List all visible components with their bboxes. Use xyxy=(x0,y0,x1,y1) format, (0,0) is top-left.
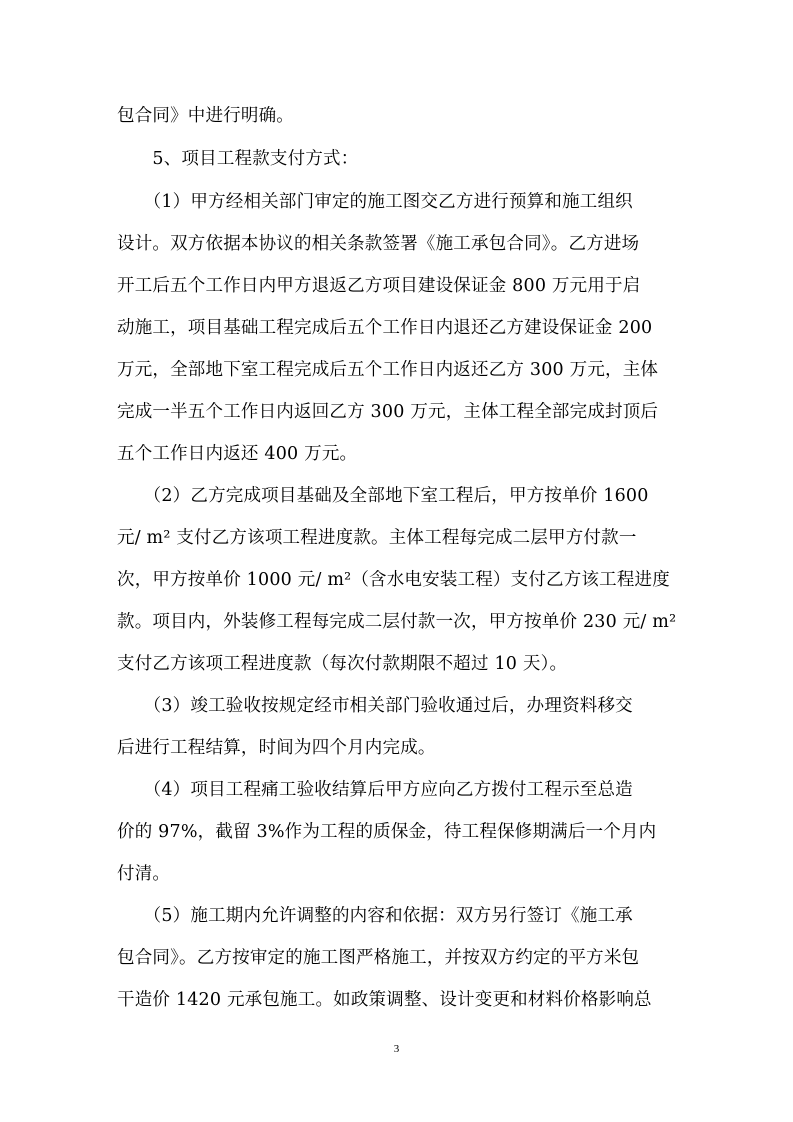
text-line: 次，甲方按单价 1000 元/ m²（含水电安装工程）支付乙方该工程进度 xyxy=(117,570,670,590)
text-line: 价的 97%，截留 3%作为工程的质保金，待工程保修期满后一个月内 xyxy=(117,822,657,842)
text-line: （1）甲方经相关部门审定的施工图交乙方进行预算和施工组织 xyxy=(117,192,633,212)
text-line: 五个工作日内返还 400 万元。 xyxy=(117,444,358,464)
text-line: 5、项目工程款支付方式： xyxy=(117,149,359,169)
page-number: 3 xyxy=(393,1043,400,1055)
text-line: （2）乙方完成项目基础及全部地下室工程后，甲方按单价 1600 xyxy=(117,486,649,506)
text-line: 后进行工程结算，时间为四个月内完成。 xyxy=(117,738,436,758)
text-line: （3）竣工验收按规定经市相关部门验收通过后，办理资料移交 xyxy=(117,696,633,716)
text-line: 开工后五个工作日内甲方退返乙方项目建设保证金 800 万元用于启 xyxy=(117,276,641,296)
text-line: （4）项目工程痛工验收结算后甲方应向乙方拨付工程示至总造 xyxy=(117,780,633,800)
text-line: 完成一半五个工作日内返回乙方 300 万元，主体工程全部完成封顶后 xyxy=(117,402,659,422)
text-line: 万元，全部地下室工程完成后五个工作日内返还乙方 300 万元，主体 xyxy=(117,360,659,380)
text-line: （5）施工期内允许调整的内容和依据：双方另行签订《施工承 xyxy=(117,906,633,926)
text-line: 包合同》中进行明确。 xyxy=(117,106,294,126)
text-line: 元/ m² 支付乙方该项工程进度款。主体工程每完成二层甲方付款一 xyxy=(117,528,637,548)
text-line: 款。项目内，外装修工程每完成二层付款一次，甲方按单价 230 元/ m² xyxy=(117,612,677,632)
text-line: 干造价 1420 元承包施工。如政策调整、设计变更和材料价格影响总 xyxy=(117,990,652,1010)
text-line: 设计。双方依据本协议的相关条款签署《施工承包合同》。乙方进场 xyxy=(117,234,640,254)
text-line: 动施工，项目基础工程完成后五个工作日内退还乙方建设保证金 200 xyxy=(117,318,653,338)
text-line: 付清。 xyxy=(117,864,171,884)
text-line: 包合同》。乙方按审定的施工图严格施工，并按双方约定的平方米包 xyxy=(117,948,640,968)
text-line: 支付乙方该项工程进度款（每次付款期限不超过 10 天）。 xyxy=(117,654,568,674)
